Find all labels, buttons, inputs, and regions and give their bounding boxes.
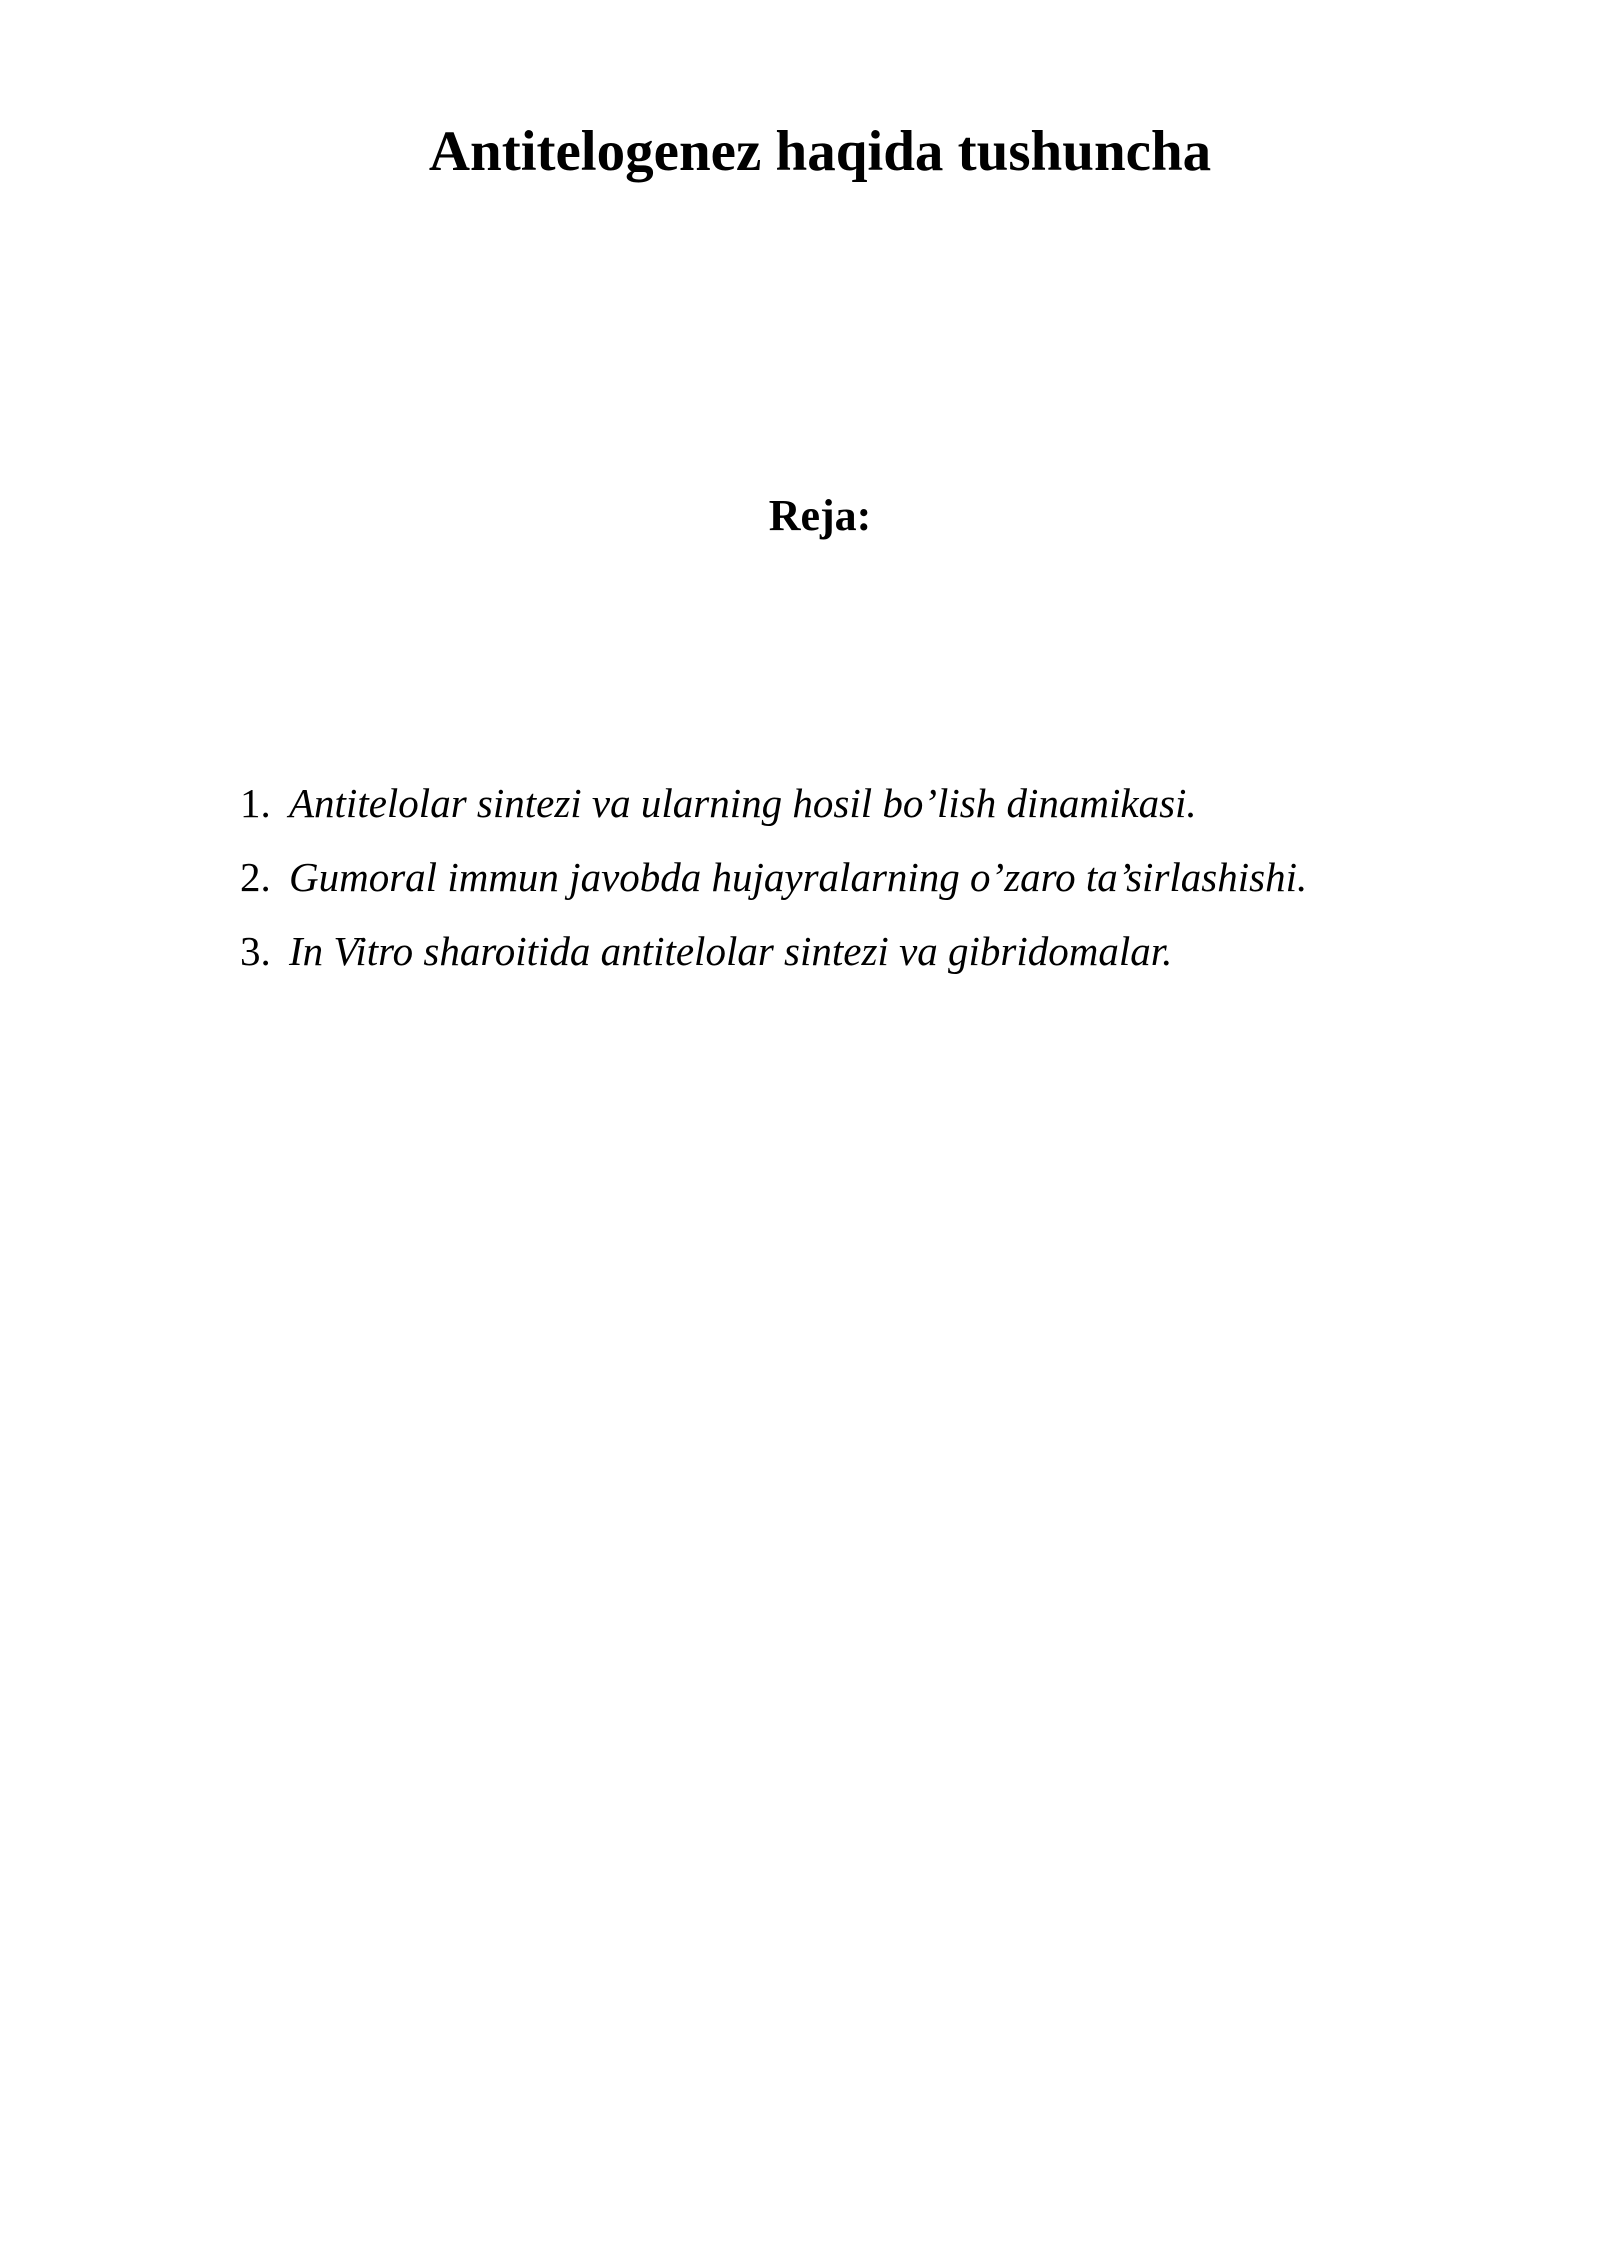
plan-item-text: In Vitro sharoitida antitelolar sintezi va gibridomalar. [289,928,1173,974]
plan-item-number: 1. [240,780,271,826]
plan-item [240,914,1440,988]
plan-item [240,840,1440,914]
plan-item-text: Gumoral immun javobda hujayralarning o’zaro ta’sirlashishi. [289,854,1308,900]
plan-list [240,766,1440,988]
plan-item-text: Antitelolar sintezi va ularning hosil bo’lish dinamikasi. [289,780,1197,826]
plan-item-number: 2. [240,854,271,900]
document-title: Antitelogenez haqida tushuncha [428,120,1212,183]
plan-item-number: 3. [240,928,271,974]
plan-item [240,766,1440,840]
plan-heading: Reja: [768,491,872,540]
